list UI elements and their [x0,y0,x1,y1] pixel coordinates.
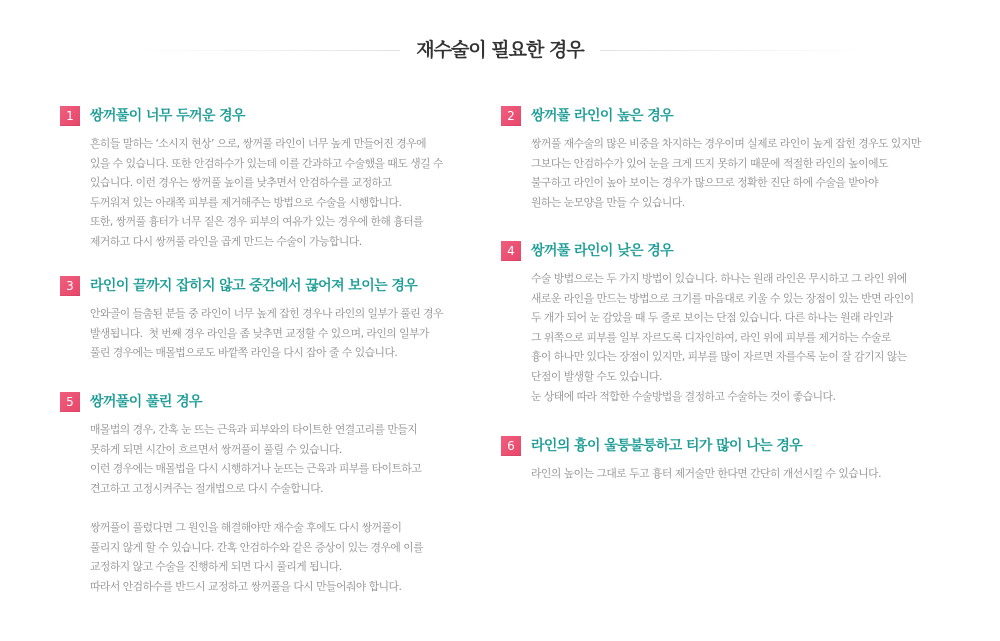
description-line: 원하는 눈모양을 만들 수 있습니다. [531,195,685,209]
description-line: 제거하고 다시 쌍꺼풀 라인을 곱게 만드는 수술이 가능합니다. [90,234,362,248]
description-line: 두 개가 되어 눈 감았을 때 두 줄로 보이는 단점 있습니다. 다른 하나는 원래 라인과 [531,311,893,325]
case-title: 라인이 끝까지 잡히지 않고 중간에서 끊어져 보이는 경우 [90,278,418,294]
description-line: 두꺼워져 있는 아래쪽 피부를 제거해주는 방법으로 수술을 시행합니다. [90,195,402,209]
number-badge: 3 [60,276,80,296]
case-title: 쌍꺼풀 라인이 낮은 경우 [531,243,674,259]
description-line: 견고하고 고정시켜주는 절개법으로 다시 수술합니다. [90,481,324,495]
description-line: 불구하고 라인이 높아 보이는 경우가 많으므로 정확한 진단 하에 수술을 받아야 [531,176,879,190]
description-line: 안와골이 들춤된 분들 중 라인이 너무 높게 잡힌 경우나 라인의 일부가 풀린 경우 [90,307,443,320]
description-line: 발생됩니다. 첫 번째 경우 라인을 좀 낮추면 교정할 수 있으며, 라인의 일부가 [90,326,429,340]
description-line: 그보다는 안검하수가 있어 눈을 크게 뜨지 못하기 때문에 적절한 라인의 높이에도 [531,156,888,170]
case-description [531,269,951,406]
page-title: 재수술이 필요한 경우 [416,39,584,61]
description-line: 또한, 쌍꺼풀 흉터가 너무 짙은 경우 피부의 여유가 있는 경우에 한해 흉터를 [90,215,424,229]
number-badge: 1 [60,106,80,126]
description-line: 단점이 발생할 수도 있습니다. [531,369,662,383]
description-line: 풀리지 않게 할 수 있습니다. 간혹 안검하수와 같은 증상이 있는 경우에 이를 [90,540,424,554]
description-line: 흉이 하나만 있다는 장점이 있지만, 피부를 많이 자르면 자를수록 눈이 잘 감기지 않는 [531,350,907,364]
description-line: 흔히들 말하는 ‘소시지 현상’ 으로, 쌍꺼풀 라인이 너무 높게 만들어진 경우에 [90,137,427,150]
description-line: 있습니다. 이런 경우는 쌍꺼풀 높이를 낮추면서 안검하수를 교정하고 [90,176,392,190]
description-line: 매몰법의 경우, 간혹 눈 뜨는 근육과 피부와의 타이트한 연결고리를 만들지 [90,423,418,436]
description-line: 그 위쪽으로 피부를 일부 자르도록 디자인하여, 라인 위에 피부를 제거하는 수술로 [531,330,891,344]
description-line: 교정하지 않고 수술을 진행하게 되면 다시 풀리게 됩니다. [90,560,342,574]
case-description [90,420,510,596]
description-line: 이런 경우에는 매몰법을 다시 시행하거나 눈뜨는 근육과 피부를 타이트하고 [90,462,422,476]
number-badge: 4 [501,241,521,261]
description-line: 따라서 안검하수를 반드시 교정하고 쌍꺼풀을 다시 만들어줘야 합니다. [90,579,402,593]
case-title: 쌍꺼풀이 너무 두꺼운 경우 [90,108,245,124]
case-item-6 [501,436,921,486]
case-description [90,134,510,252]
header-divider-right [600,50,870,51]
description-line: 라인의 높이는 그대로 두고 흉터 제거술만 한다면 간단히 개선시킬 수 있습니다. [531,467,882,480]
description-line: 쌍꺼풀 재수술의 많은 비중을 차지하는 경우이며 실제로 라인이 높게 잡힌 경우도 있지만 [531,137,921,150]
description-line: 쌍꺼풀이 풀렸다면 그 원인을 해결해야만 재수술 후에도 다시 쌍꺼풀이 [90,520,402,534]
case-item-5 [60,392,480,593]
description-line: 풀린 경우에는 매몰법으로도 바깥쪽 라인을 다시 잡아 줄 수 있습니다. [90,346,398,360]
case-description [90,304,510,363]
case-item-4 [501,241,921,401]
case-description [531,134,951,212]
case-title: 쌍꺼풀이 풀린 경우 [90,394,202,410]
description-line: 수술 방법으로는 두 가지 방법이 있습니다. 하나는 원래 라인은 무시하고 그 라인 위에 [531,272,907,285]
number-badge: 2 [501,106,521,126]
number-badge: 5 [60,392,80,412]
description-line: 새로운 라인을 만드는 방법으로 크기를 마음대로 키울 수 있는 장점이 있는 반면 라인이 [531,291,914,305]
description-line: 못하게 되면 시간이 흐르면서 쌍꺼풀이 풀릴 수 있습니다. [90,442,342,456]
case-description [531,464,951,484]
case-title: 쌍꺼풀 라인이 높은 경우 [531,108,674,124]
case-item-1 [60,106,480,246]
description-line: 눈 상태에 따라 적합한 수술방법을 결정하고 수술하는 것이 좋습니다. [531,389,836,403]
section-header [0,33,1000,67]
case-item-3 [60,276,480,366]
case-item-2 [501,106,921,216]
description-line: 있을 수 있습니다. 또한 안검하수가 있는데 이를 간과하고 수술했을 때도 생길 수 [90,156,443,170]
case-title: 라인의 흉이 울퉁불퉁하고 티가 많이 나는 경우 [531,438,803,454]
number-badge: 6 [501,436,521,456]
